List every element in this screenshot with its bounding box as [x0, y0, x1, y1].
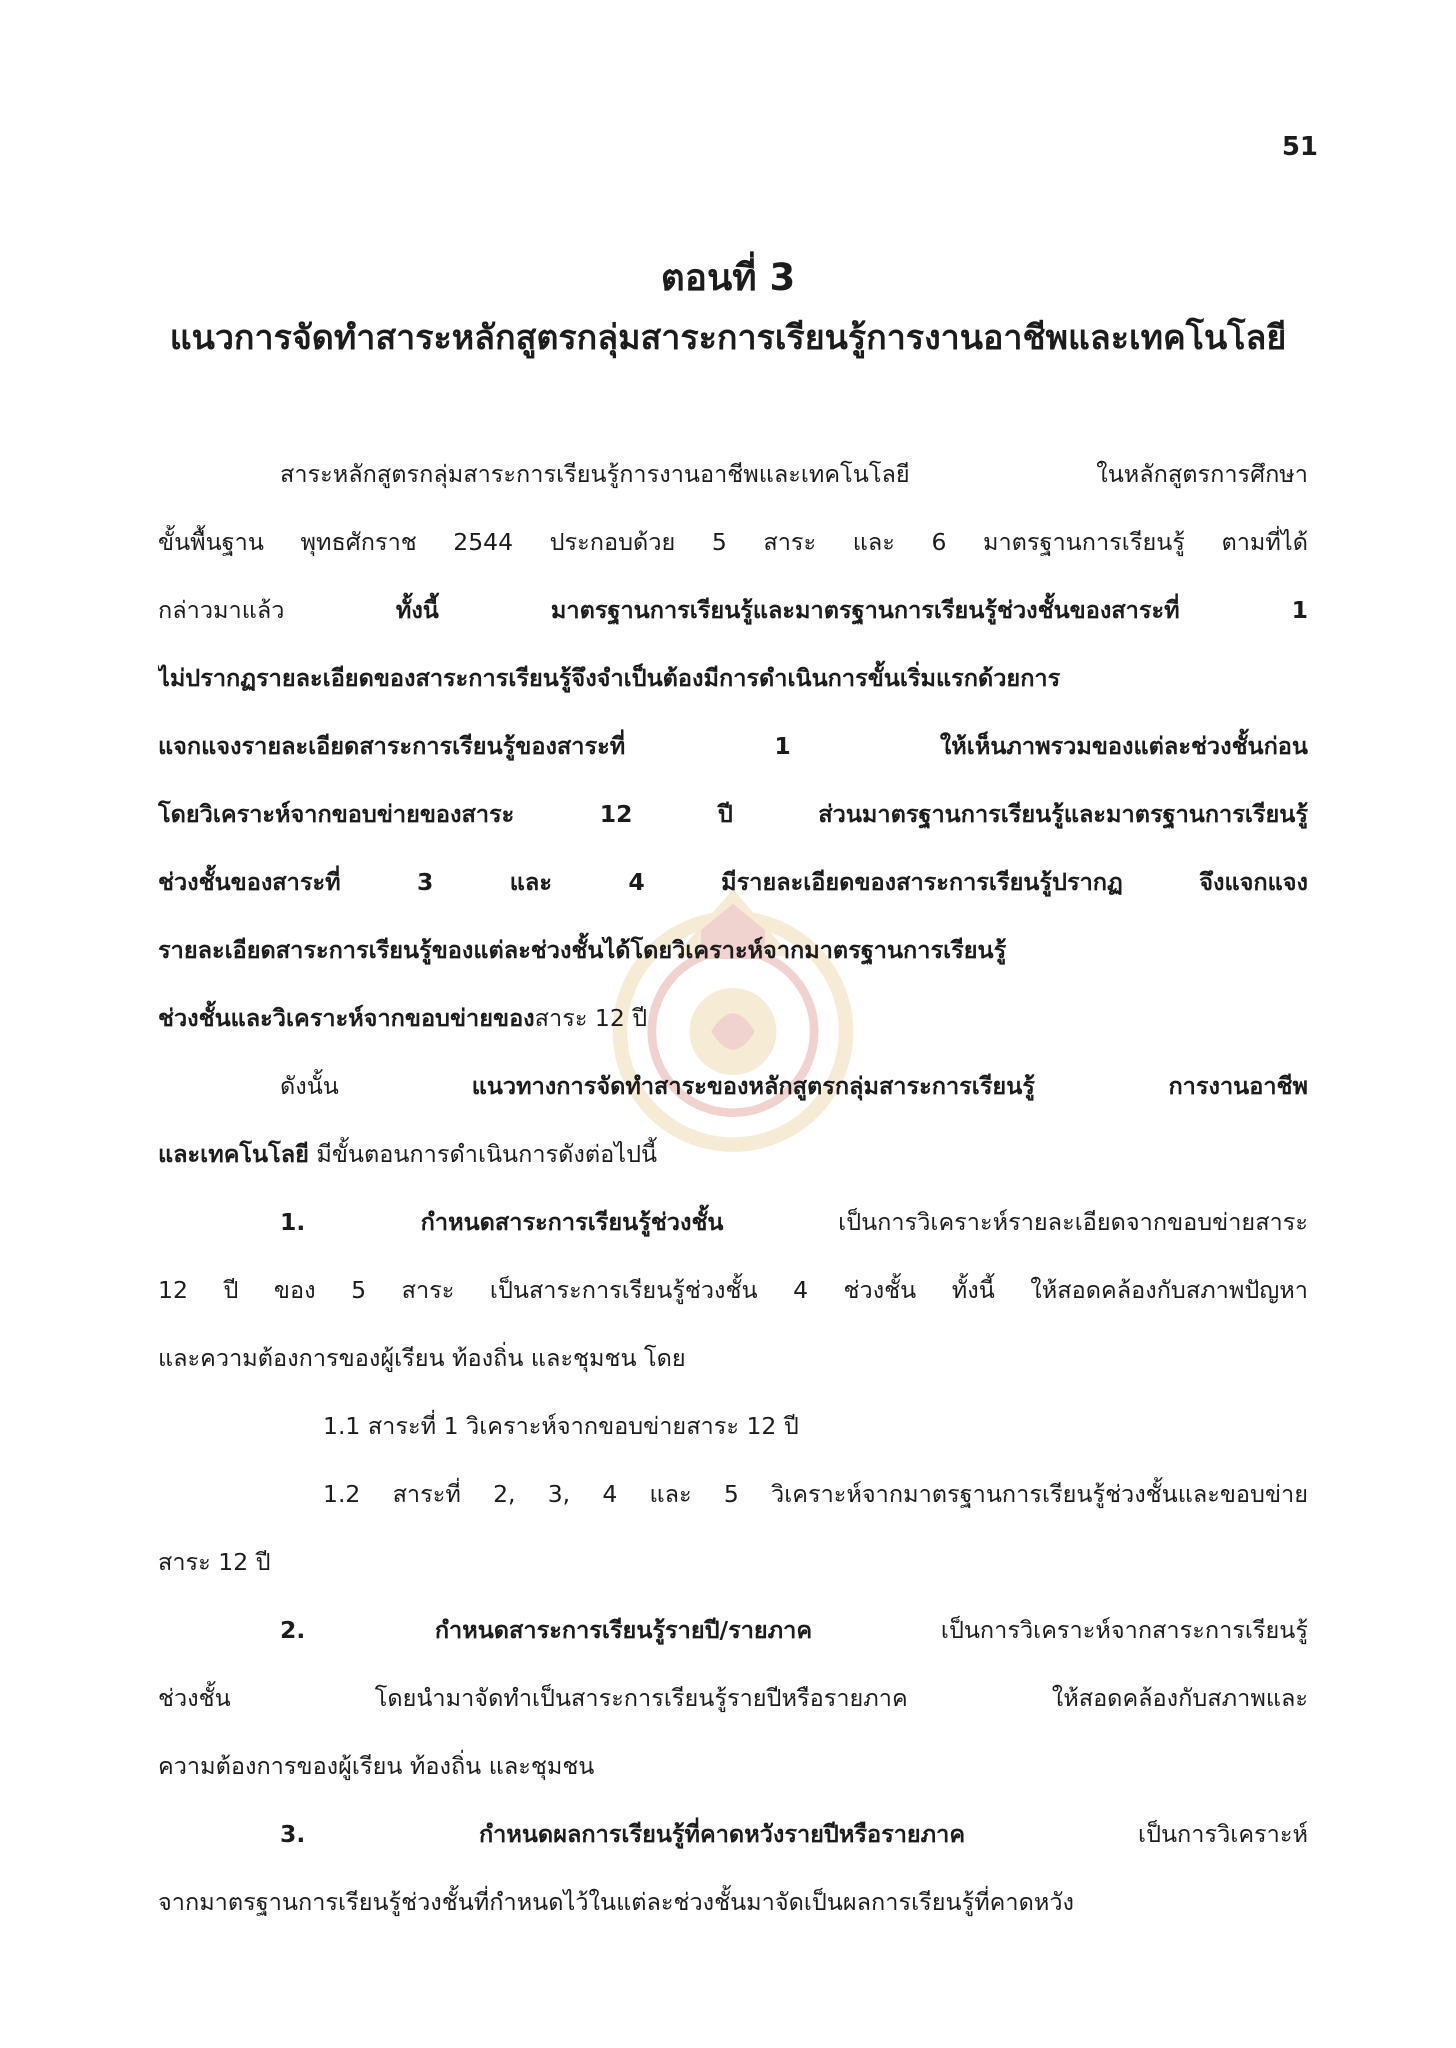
bold-text: รายละเอียดสาระการเรียนรู้ของแต่ละช่วงชั้นได้โดยวิเคราะห์จากมาตรฐานการเรียนรู้ [158, 936, 1007, 964]
body-text: 1.1 สาระที่ 1 วิเคราะห์จากขอบข่ายสาระ 12 ปี [323, 1412, 799, 1440]
text-line [158, 1324, 1308, 1392]
bold-text: ช่วงชั้นของสาระที่ 3 และ 4 มีรายละเอียดของสาระการเรียนรู้ปรากฏ จึงแจกแจง [158, 868, 1308, 896]
text-line [158, 1256, 1308, 1324]
text-line [158, 780, 1308, 848]
body-text: ขั้นพื้นฐาน พุทธศักราช 2544 ประกอบด้วย 5 สาระ และ 6 มาตรฐานการเรียนรู้ ตามที่ได้ [158, 528, 1308, 556]
text-line [158, 916, 1308, 984]
text-line [158, 984, 1308, 1052]
section-title: แนวการจัดทำสาระหลักสูตรกลุ่มสาระการเรียนรู้การงานอาชีพและเทคโนโลยี [169, 318, 1287, 358]
text-line [158, 1392, 1308, 1460]
bold-text: แนวทางการจัดทำสาระของหลักสูตรกลุ่มสาระการเรียนรู้ การงานอาชีพ [471, 1072, 1308, 1100]
text-line [158, 1120, 1308, 1188]
text-line [158, 1188, 1308, 1256]
body-text: ดังนั้น [280, 1072, 472, 1100]
body-text: สาระหลักสูตรกลุ่มสาระการเรียนรู้การงานอาชีพและเทคโนโลยี ในหลักสูตรการศึกษา [280, 460, 1308, 488]
body-text: เป็นการวิเคราะห์จากสาระการเรียนรู้ [812, 1616, 1308, 1644]
body-text: และความต้องการของผู้เรียน ท้องถิ่น และชุมชน โดย [158, 1344, 686, 1372]
text-line [158, 1460, 1308, 1528]
text-line [158, 1732, 1308, 1800]
bold-text: และเทคโนโลยี [158, 1140, 309, 1168]
body-text: ความต้องการของผู้เรียน ท้องถิ่น และชุมชน [158, 1752, 595, 1780]
text-line [158, 1664, 1308, 1732]
text-line [158, 1868, 1308, 1936]
text-line [158, 848, 1308, 916]
bold-text: ทั้งนี้ มาตรฐานการเรียนรู้และมาตรฐานการเรียนรู้ช่วงชั้นของสาระที่ 1 [395, 596, 1308, 624]
text-line [158, 508, 1308, 576]
text-line [158, 1052, 1308, 1120]
text-line [158, 1596, 1308, 1664]
body-text: สาระ 12 ปี [534, 1004, 648, 1032]
body-text: เป็นการวิเคราะห์ [965, 1820, 1308, 1848]
bold-text: 3. กำหนดผลการเรียนรู้ที่คาดหวังรายปีหรือรายภาค [280, 1820, 966, 1848]
bold-text: โดยวิเคราะห์จากขอบข่ายของสาระ 12 ปี ส่วนมาตรฐานการเรียนรู้และมาตรฐานการเรียนรู้ [158, 800, 1308, 828]
bold-text: แจกแจงรายละเอียดสาระการเรียนรู้ของสาระที่ 1 ให้เห็นภาพรวมของแต่ละช่วงชั้นก่อน [158, 732, 1308, 760]
body-text: เป็นการวิเคราะห์รายละเอียดจากขอบข่ายสาระ [723, 1208, 1308, 1236]
document-body [158, 440, 1308, 1936]
part-title: ตอนที่ 3 [660, 256, 796, 299]
bold-text: ช่วงชั้นและวิเคราะห์จากขอบข่ายของ [158, 1004, 535, 1032]
text-line [158, 576, 1308, 644]
body-text: 1.2 สาระที่ 2, 3, 4 และ 5 วิเคราะห์จากมาตรฐานการเรียนรู้ช่วงชั้นและขอบข่าย [323, 1480, 1308, 1508]
bold-text: 2. กำหนดสาระการเรียนรู้รายปี/รายภาค [280, 1616, 813, 1644]
body-text: จากมาตรฐานการเรียนรู้ช่วงชั้นที่กำหนดไว้ในแต่ละช่วงชั้นมาจัดเป็นผลการเรียนรู้ที่คาดหวัง [158, 1888, 1075, 1916]
bold-text: ไม่ปรากฏรายละเอียดของสาระการเรียนรู้จึงจำเป็นต้องมีการดำเนินการขั้นเริ่มแรกด้วยการ [158, 664, 1061, 692]
body-text: กล่าวมาแล้ว [158, 596, 396, 624]
text-line [158, 644, 1308, 712]
body-text: 12 ปี ของ 5 สาระ เป็นสาระการเรียนรู้ช่วงชั้น 4 ช่วงชั้น ทั้งนี้ ให้สอดคล้องกับสภาพปัญหา [158, 1276, 1308, 1304]
text-line [158, 1528, 1308, 1596]
text-line [158, 712, 1308, 780]
body-text: มีขั้นตอนการดำเนินการดังต่อไปนี้ [308, 1140, 658, 1168]
page-number: 51 [1281, 132, 1318, 162]
text-line [158, 1800, 1308, 1868]
body-text: ช่วงชั้น โดยนำมาจัดทำเป็นสาระการเรียนรู้รายปีหรือรายภาค ให้สอดคล้องกับสภาพและ [158, 1684, 1308, 1712]
bold-text: 1. กำหนดสาระการเรียนรู้ช่วงชั้น [280, 1208, 724, 1236]
body-text: สาระ 12 ปี [158, 1548, 271, 1576]
text-line [158, 440, 1308, 508]
